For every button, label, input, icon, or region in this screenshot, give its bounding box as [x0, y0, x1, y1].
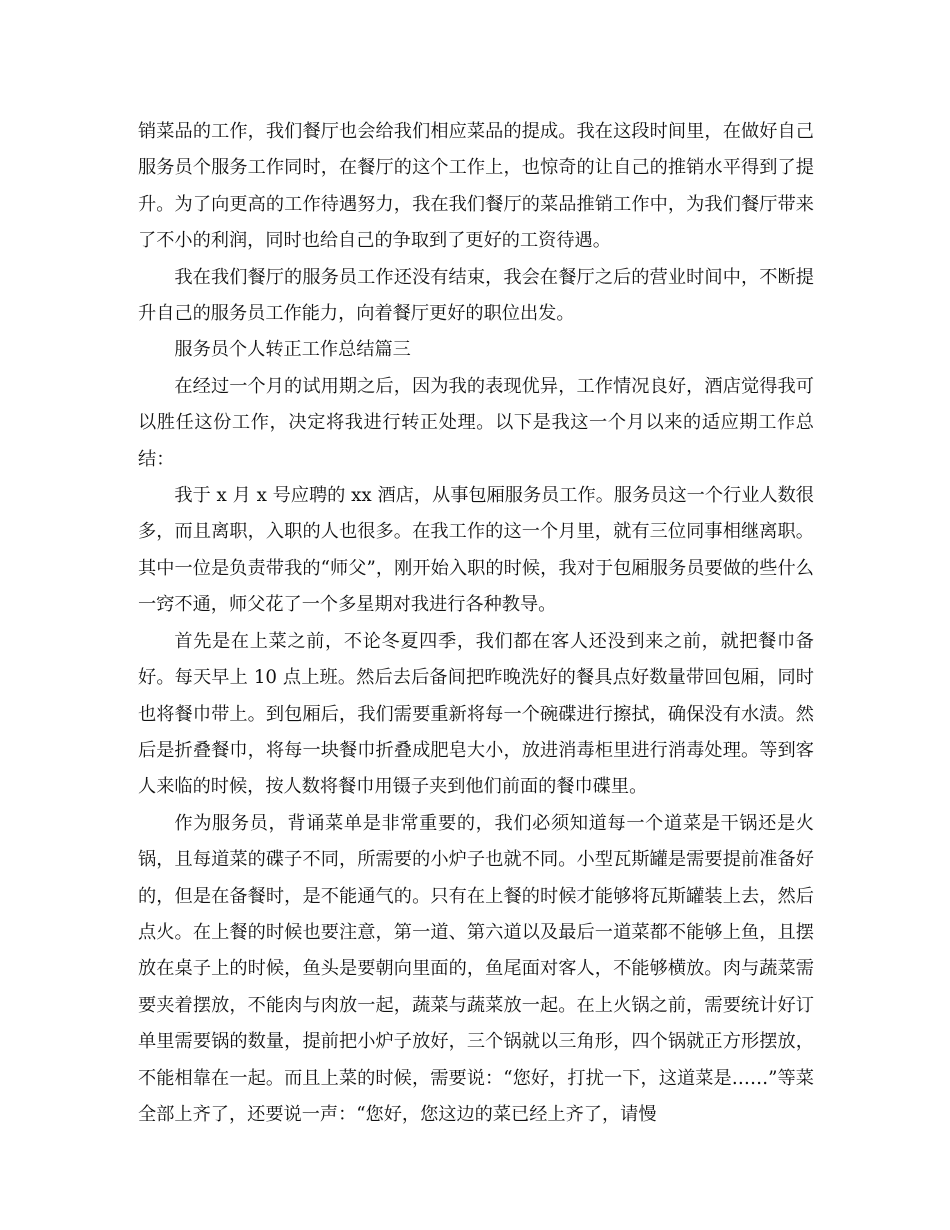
paragraph-3: 在经过一个月的试用期之后，因为我的表现优异，工作情况良好，酒店觉得我可以胜任这份工作，决定将我进行转正处理。以下是我这一个月以来的适应期工作总结：	[138, 375, 814, 470]
section-heading: 服务员个人转正工作总结篇三	[174, 339, 411, 361]
paragraph-2: 我在我们餐厅的服务员工作还没有结束，我会在餐厅之后的营业时间中，不断提升自己的服务员工作能力，向着餐厅更好的职位出发。	[138, 266, 814, 325]
paragraph-5: 首先是在上菜之前，不论冬夏四季，我们都在客人还没到来之前，就把餐巾备好。每天早上 10 点上班。然后去后备间把昨晚洗好的餐具点好数量带回包厢，同时也将餐巾带上。到包厢后，我们需要重新将每一个碗碟进行擦拭，确保没有水渍。然后是折叠餐巾，将每一块餐巾折叠成肥皂大小，放进消毒柜里进行消毒处理。等到客人来临的时候，按人数将餐巾用镊子夹到他们前面的餐巾碟里。	[138, 630, 814, 798]
document-body	[138, 114, 814, 1133]
paragraph-6: 作为服务员，背诵菜单是非常重要的，我们必须知道每一个道菜是干锅还是火锅，且每道菜的碟子不同，所需要的小炉子也就不同。小型瓦斯罐是需要提前准备好的，但是在备餐时，是不能通气的。只有在上餐的时候才能够将瓦斯罐装上去，然后点火。在上餐的时候也要注意，第一道、第六道以及最后一道菜都不能够上鱼，且摆放在桌子上的时候，鱼头是要朝向里面的，鱼尾面对客人，不能够横放。肉与蔬菜需要夹着摆放，不能肉与肉放一起，蔬菜与蔬菜放一起。在上火锅之前，需要统计好订单里需要锅的数量，提前把小炉子放好，三个锅就以三角形，四个锅就正方形摆放，不能相靠在一起。而且上菜的时候，需要说：“您好，打扰一下，这道菜是……”等菜全部上齐了，还要说一声：“您好，您这边的菜已经上齐了，请慢	[138, 812, 814, 1125]
paragraph-4: 我于 x 月 x 号应聘的 xx 酒店，从事包厢服务员工作。服务员这一个行业人数很多，而且离职，入职的人也很多。在我工作的这一个月里，就有三位同事相继离职。其中一位是负责带我的“师父”，刚开始入职的时候，我对于包厢服务员要做的些什么一窍不通，师父花了一个多星期对我进行各种教导。	[138, 485, 814, 616]
paragraph-1: 销菜品的工作，我们餐厅也会给我们相应菜品的提成。我在这段时间里，在做好自己服务员个服务工作同时，在餐厅的这个工作上，也惊奇的让自己的推销水平得到了提升。为了向更高的工作待遇努力，我在我们餐厅的菜品推销工作中，为我们餐厅带来了不小的利润，同时也给自己的争取到了更好的工资待遇。	[138, 121, 814, 252]
